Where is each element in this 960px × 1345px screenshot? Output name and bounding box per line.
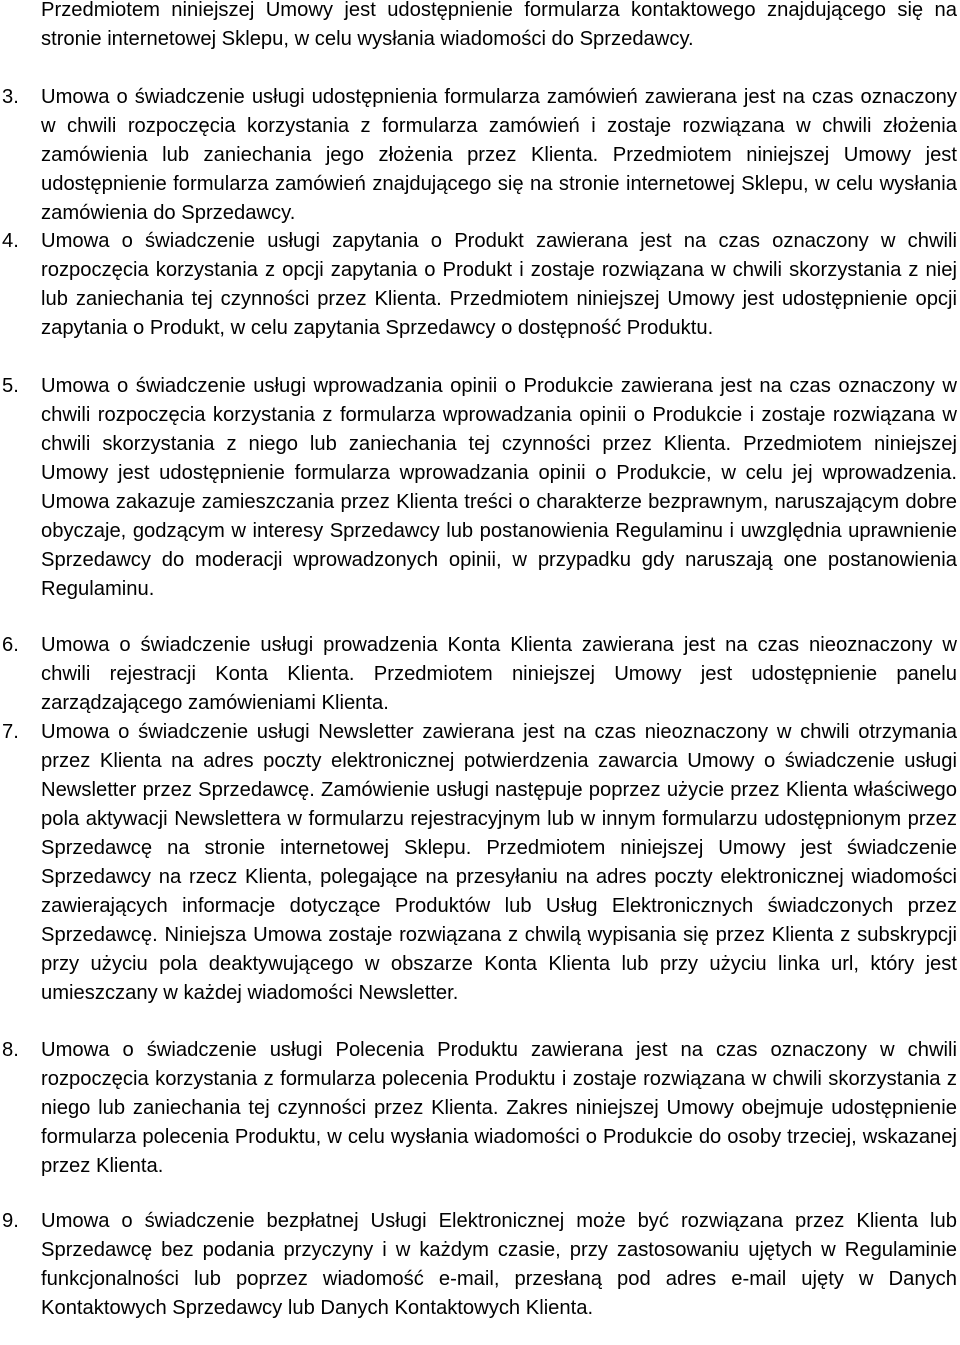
list-item-text: Umowa o świadczenie usługi udostępnienia formularza zamówień zawierana jest na czas oznaczony w chwili rozpoczęcia korzystania z formularza zamówień i zostaje rozwiązana w chwili złożenia zamówienia lub zaniechania jego złożenia przez Klienta. Przedmiotem niniejszej Umowy jest udostępnienie formularza zamówień znajdującego się na stronie internetowej Sklepu, w celu wysłania zamówienia do Sprzedawcy. bbox=[41, 86, 957, 224]
list-item-text: Umowa o świadczenie bezpłatnej Usługi Elektronicznej może być rozwiązana przez Klienta lub Sprzedawcę bez podania przyczyny i w każdym czasie, przy zastosowaniu ujętych w Regulaminie funkcjonalności lub poprzez wiadomość e-mail, przesłaną pod adres e-mail ujęty w Danych Kontaktowych Sprzedawcy lub Danych Kontaktowych Klienta. bbox=[41, 1210, 957, 1319]
list-number: 4. bbox=[2, 230, 19, 252]
list-number: 7. bbox=[2, 721, 19, 743]
list-item-text: Umowa o świadczenie usługi zapytania o Produkt zawierana jest na czas oznaczony w chwili rozpoczęcia korzystania z opcji zapytania o Produkt i zostaje rozwiązana w chwili skorzystania z niej lub zaniechania tej czynności przez Klienta. Przedmiotem niniejszej Umowy jest udostępnienie opcji zapytania o Produkt, w celu zapytania Sprzedawcy o dostępność Produktu. bbox=[41, 230, 957, 339]
list-number: 5. bbox=[2, 375, 19, 397]
list-item-text: Umowa o świadczenie usługi Newsletter zawierana jest na czas nieoznaczony w chwili otrzymania przez Klienta na adres poczty elektronicznej potwierdzenia zawarcia Umowy o świadczenie usługi Newsletter przez Sprzedawcę. Zamówienie usługi następuje poprzez użycie przez Klienta właściwego pola aktywacji Newslettera w formularzu rejestracyjnym lub w innym formularzu udostępnionym przez Sprzedawcę na stronie internetowej Sklepu. Przedmiotem niniejszej Umowy jest świadczenie Sprzedawcy na rzecz Klienta, polegające na przesyłaniu na adres poczty elektronicznej wiadomości zawierających informacje dotyczące Produktów lub Usług Elektronicznych świadczonych przez Sprzedawcę. Niniejsza Umowa zostaje rozwiązana z chwilą wypisania się przez Klienta z subskrypcji przy użyciu pola deaktywującego w obszarze Konta Klienta lub przy użyciu linka url, który jest umieszczany w każdej wiadomości Newsletter. bbox=[41, 721, 957, 1004]
list-number: 3. bbox=[2, 86, 19, 108]
list-number: 6. bbox=[2, 634, 19, 656]
list-item-text: Umowa o świadczenie usługi prowadzenia Konta Klienta zawierana jest na czas nieoznaczony w chwili rejestracji Konta Klienta. Przedmiotem niniejszej Umowy jest udostępnienie panelu zarządzającego zamówieniami Klienta. bbox=[41, 634, 957, 714]
list-number: 9. bbox=[2, 1210, 19, 1232]
list-item-text: Umowa o świadczenie usługi wprowadzania opinii o Produkcie zawierana jest na czas oznaczony w chwili rozpoczęcia korzystania z formularza wprowadzania opinii o Produkcie i zostaje rozwiązana w chwili skorzystania z niego lub zaniechania tej czynności przez Klienta. Przedmiotem niniejszej Umowy jest udostępnienie formularza wprowadzania opinii o Produkcie, w celu jej wprowadzenia. Umowa zakazuje zamieszczania przez Klienta treści o charakterze bezprawnym, naruszającym dobre obyczaje, godzącym w interesy Sprzedawcy lub postanowienia Regulaminu i uwzględnia uprawnienie Sprzedawcy do moderacji wprowadzonych opinii, w przypadku gdy naruszają one postanowienia Regulaminu. bbox=[41, 375, 957, 600]
list-number: 8. bbox=[2, 1039, 19, 1061]
list-item-text: Umowa o świadczenie usługi Polecenia Produktu zawierana jest na czas oznaczony w chwili rozpoczęcia korzystania z formularza polecenia Produktu i zostaje rozwiązana w chwili skorzystania z niego lub zaniechania tej czynności przez Klienta. Zakres niniejszej Umowy obejmuje udostępnienie formularza polecenia Produktu, w celu wysłania wiadomości o Produkcie do osoby trzeciej, wskazanej przez Klienta. bbox=[41, 1039, 957, 1177]
continuation-paragraph: Przedmiotem niniejszej Umowy jest udostępnienie formularza kontaktowego znajdującego się na stronie internetowej Sklepu, w celu wysłania wiadomości do Sprzedawcy. bbox=[41, 0, 957, 50]
